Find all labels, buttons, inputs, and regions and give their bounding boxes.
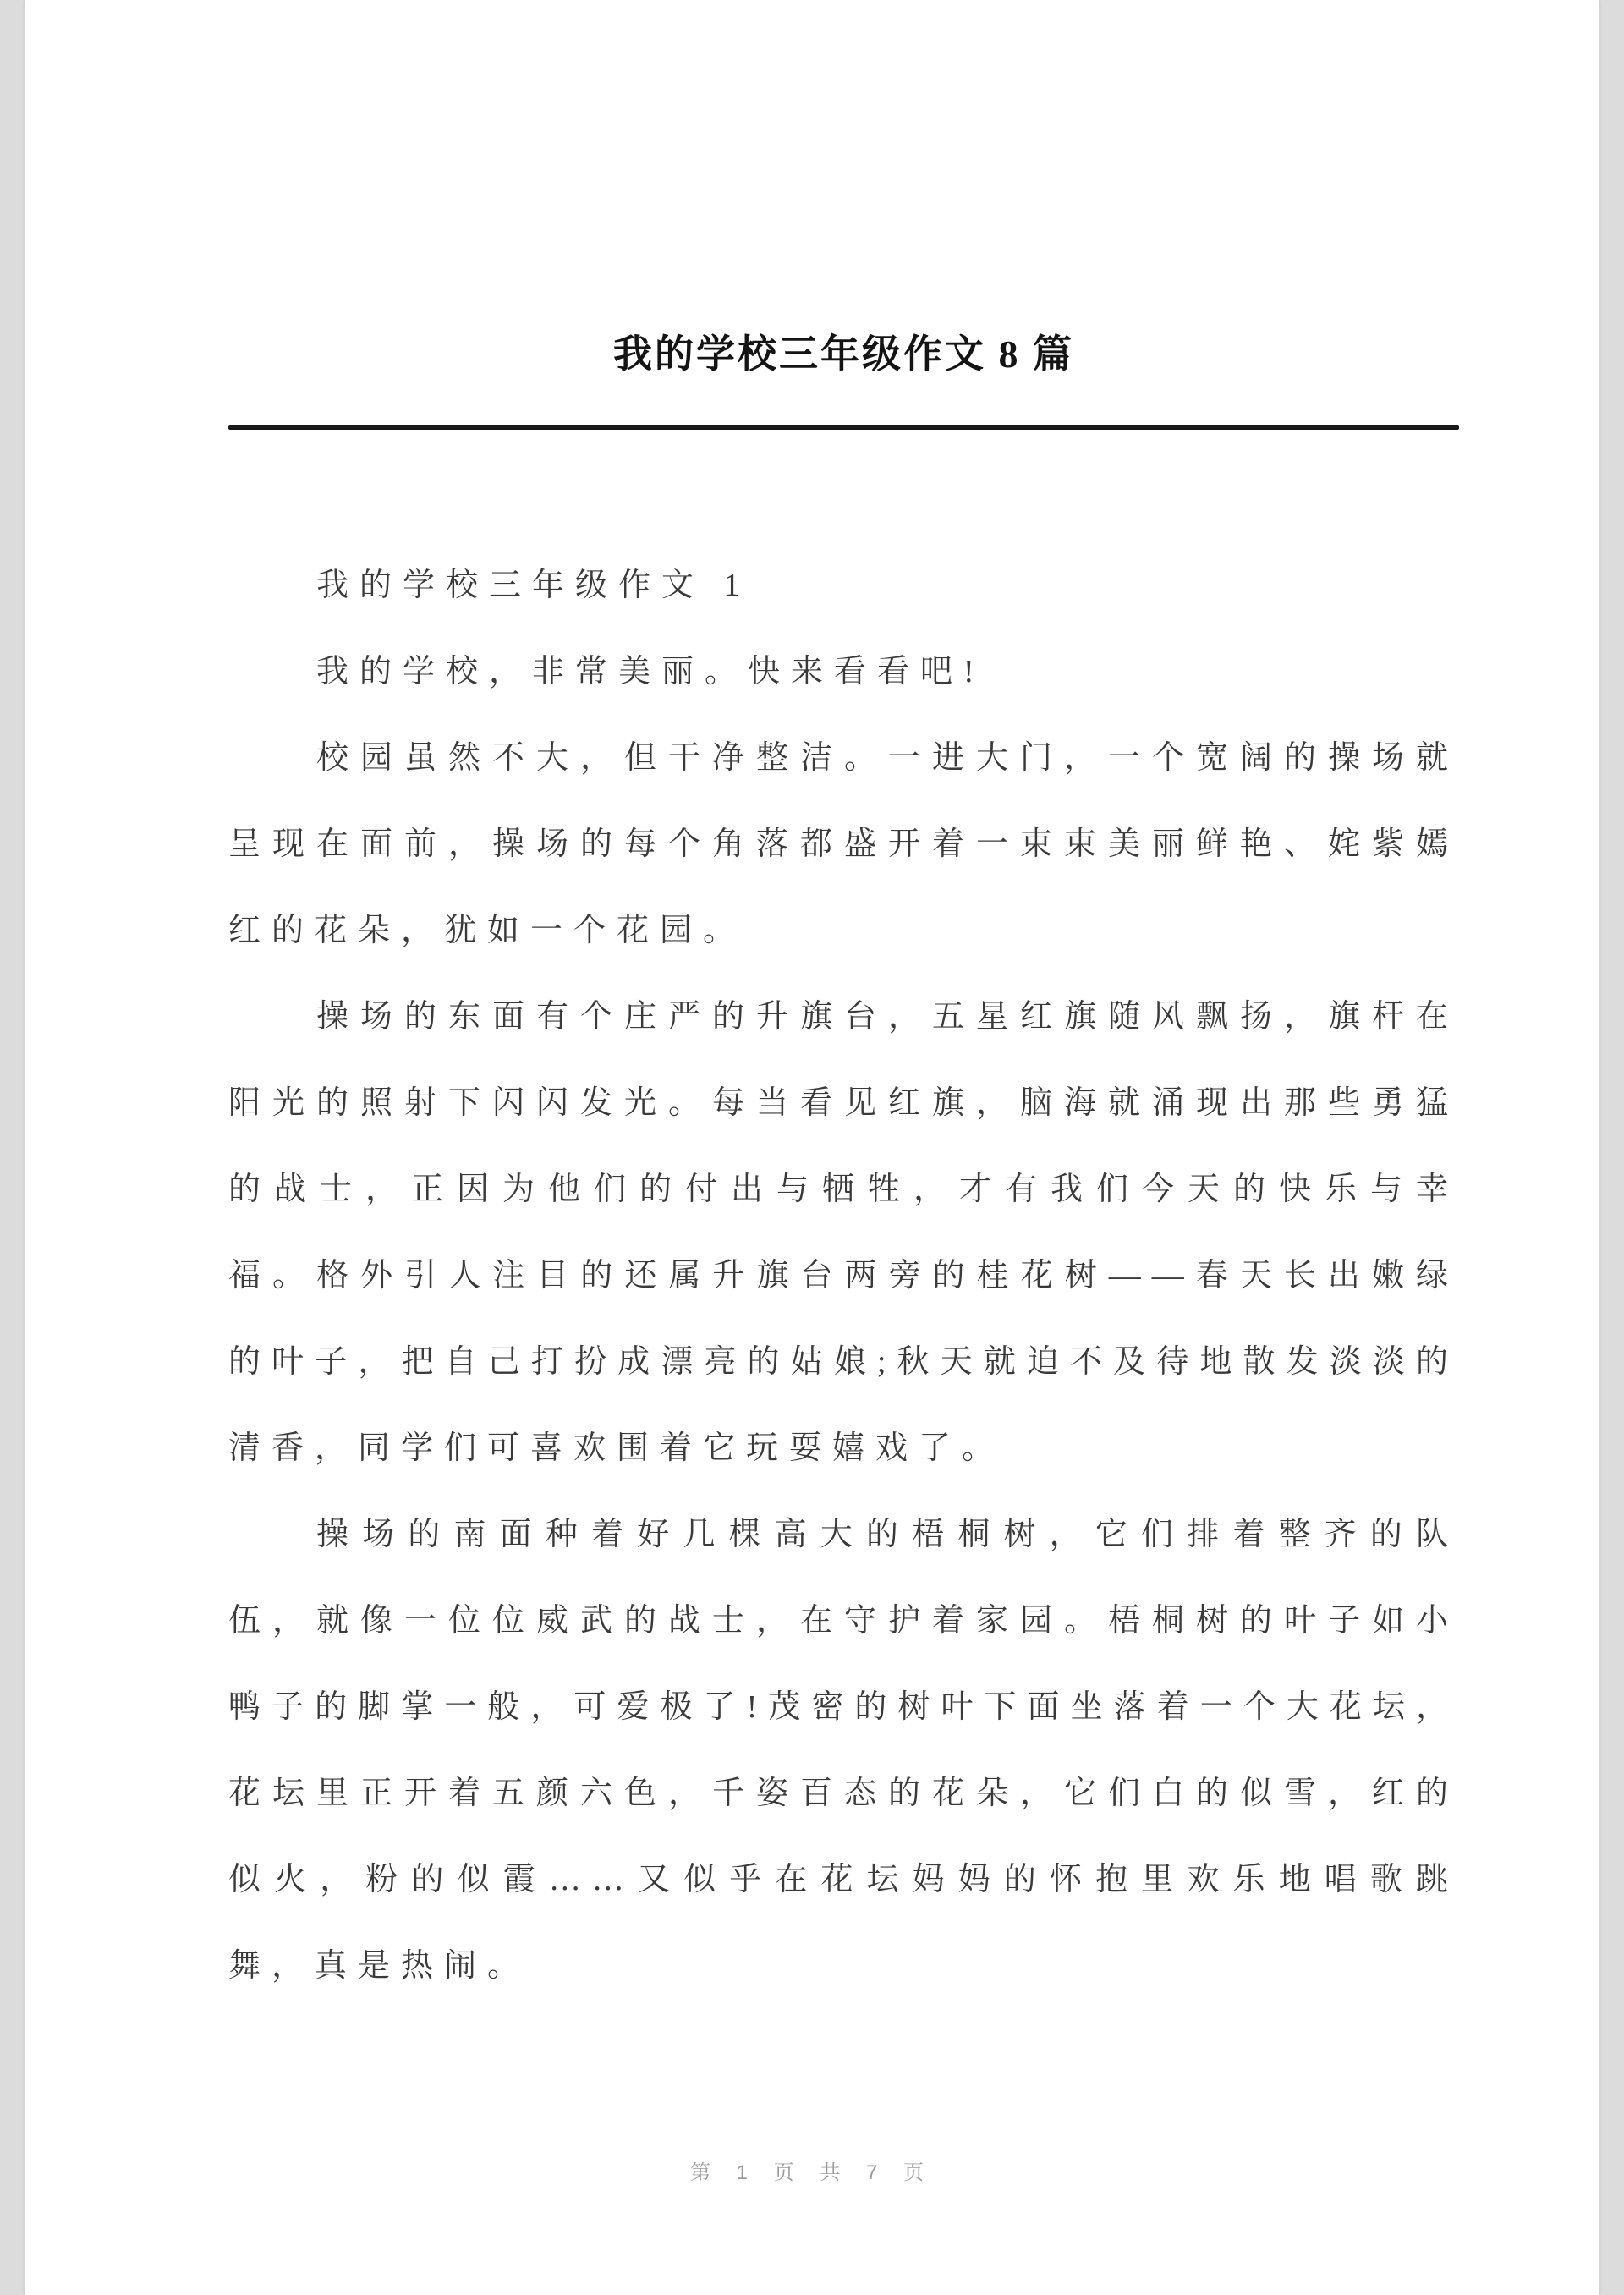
paragraph: 校园虽然不大，但干净整洁。一进大门，一个宽阔的操场就呈现在面前，操场的每个角落都盛开着一束束美丽鲜艳、姹紫嫣红的花朵，犹如一个花园。 [228,740,1459,948]
document-page [25,0,1599,2295]
document-title: 我的学校三年级作文 8 篇 [613,332,1074,376]
title-divider [228,425,1459,430]
document-content [25,0,1599,2295]
document-body [228,542,1459,2009]
paragraph: 操场的东面有个庄严的升旗台，五星红旗随风飘扬，旗杆在阳光的照射下闪闪发光。每当看见红旗，脑海就涌现出那些勇猛的战士，正因为他们的付出与牺牲，才有我们今天的快乐与幸福。格外引人注目的还属升旗台两旁的桂花树——春天长出嫩绿的叶子，把自己打扮成漂亮的姑娘;秋天就迫不及待地散发淡淡的清香，同学们可喜欢围着它玩耍嬉戏了。 [228,999,1459,1466]
paragraph-essay-heading: 我的学校三年级作文 1 [316,568,751,603]
page-number-footer: 第 1 页 共 7 页 [689,2161,935,2184]
paragraph: 我的学校，非常美丽。快来看看吧! [316,654,985,689]
paragraph: 操场的南面种着好几棵高大的梧桐树，它们排着整齐的队伍，就像一位位威武的战士，在守护着家园。梧桐树的叶子如小鸭子的脚掌一般，可爱极了!茂密的树叶下面坐落着一个大花坛，花坛里正开着五颜六色，千姿百态的花朵，它们白的似雪，红的似火，粉的似霞……又似乎在花坛妈妈的怀抱里欢乐地唱歌跳舞，真是热闹。 [228,1517,1459,1984]
